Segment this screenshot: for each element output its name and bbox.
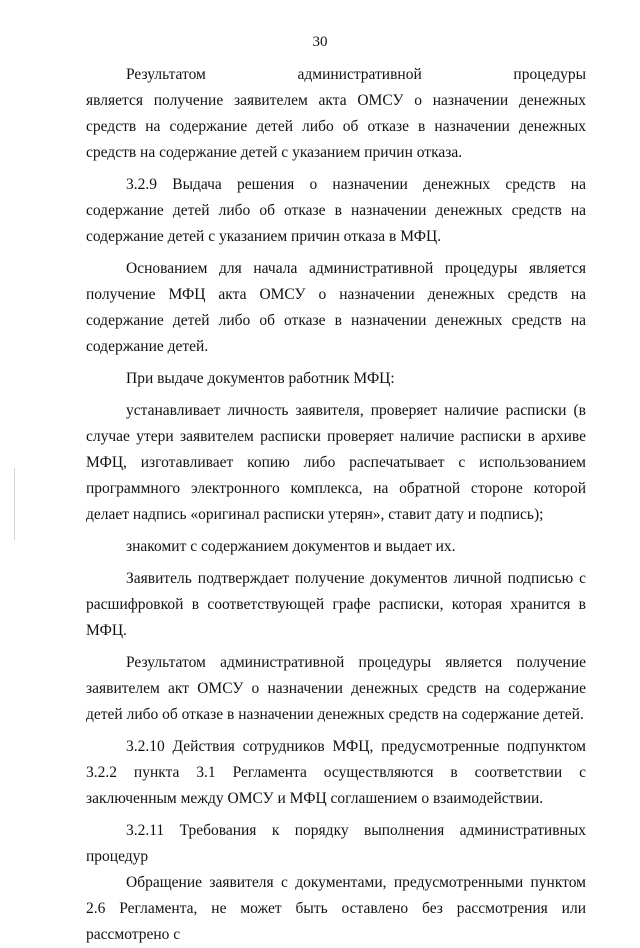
paragraph-3-2-9: 3.2.9 Выдача решения о назначении денежных средств на содержание детей либо об отказе в назначении денежных средств на содержание детей с указанием причин отказа в МФЦ. [86, 176, 586, 245]
paragraph-issuing-documents: При выдаче документов работник МФЦ: [126, 370, 395, 387]
paragraph-applicant-appeal: Обращение заявителя с документами, предусмотренными пунктом 2.6 Регламента, не может быть оставлено без рассмотрения или рассмотрено с [86, 874, 586, 943]
paragraph-identity-check: устанавливает личность заявителя, проверяет наличие расписки (в случае утери заявителем расписки проверяет наличие расписки в архиве МФЦ, изготавливает копию либо распечатывает с использованием программного электронного комплекса, на обратной стороне которой делает надпись «оригинал расписки утерян», ставит дату и подпись); [86, 402, 586, 523]
paragraph-3-2-11: 3.2.11 Требования к порядку выполнения административных процедур [86, 822, 586, 865]
paragraph-applicant-confirms: Заявитель подтверждает получение документов личной подписью с расшифровкой в соответствующей графе расписки, которая хранится в МФЦ. [86, 570, 586, 639]
paragraph-procedure-result: Результатом административной процедуры является получение заявителем акт ОМСУ о назначении денежных средств на содержание детей либо об отказе в назначении денежных средств на содержание детей. [86, 654, 586, 723]
paragraph-familiarize: знакомит с содержанием документов и выдает их. [126, 538, 456, 555]
paragraph-result-heading: Результатом административной процедуры [126, 66, 586, 83]
paragraph-basis: Основанием для начала административной процедуры является получение МФЦ акта ОМСУ о назначении денежных средств на содержание детей либо об отказе в назначении денежных средств на содержание детей. [86, 260, 586, 355]
paragraph-result-body: является получение заявителем акта ОМСУ о назначении денежных средств на содержание детей либо об отказе в назначении денежных средств на содержание детей с указанием причин отказа. [86, 92, 586, 161]
scan-margin-mark [14, 468, 15, 540]
document-body [86, 62, 586, 948]
page-number: 30 [312, 34, 328, 50]
paragraph-3-2-10: 3.2.10 Действия сотрудников МФЦ, предусмотренные подпунктом 3.2.2 пункта 3.1 Регламента осуществляются в соответствии с заключенным между ОМСУ и МФЦ соглашением о взаимодействии. [86, 738, 586, 807]
